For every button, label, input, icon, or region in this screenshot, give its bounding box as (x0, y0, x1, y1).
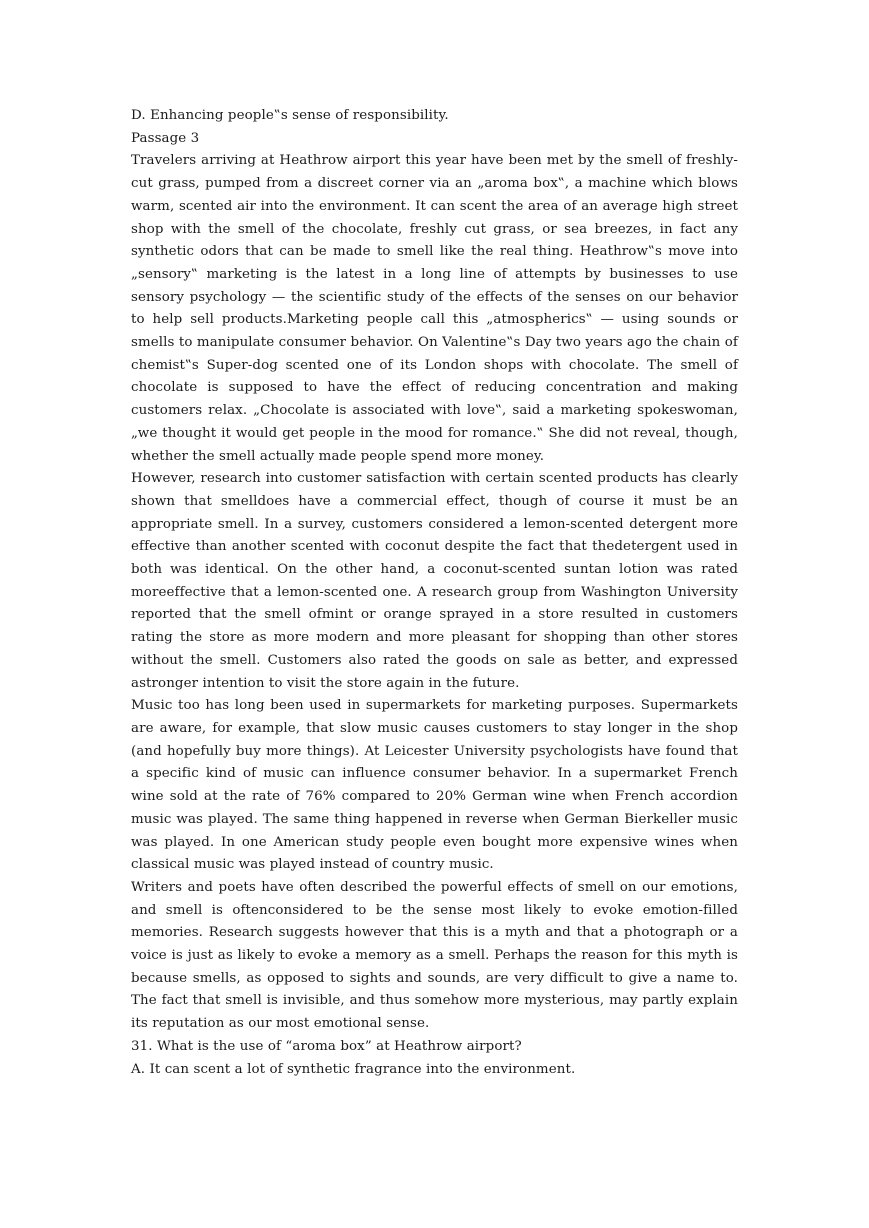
passage-paragraph-2: However, research into customer satisfaction with certain scented products has clearly shown that smelldoes have a commercial effect, though of course it must be an appropriate smell. In a survey, customers considered a lemon-scented detergent more effective than another scented with coconut despite the fact that thedetergent used in both was identical. On the other hand, a coconut-scented suntan lotion was rated moreeffective that a lemon-scented one. A research group from Washington University reported that the smell ofmint or orange sprayed in a store resulted in customers rating the store as more modern and more pleasant for shopping than other stores without the smell. Customers also rated the goods on sale as better, and expressed astronger intention to visit the store again in the future. (131, 471, 738, 691)
passage-paragraph-1: Travelers arriving at Heathrow airport this year have been met by the smell of freshly-cut grass, pumped from a discreet corner via an „aroma box‟, a machine which blows warm, scented air into the environment. It can scent the area of an average high street shop with the smell of the chocolate, freshly cut grass, or sea breezes, in fact any synthetic odors that can be made to smell like the real thing. Heathrow‟s move into „sensory‟ marketing is the latest in a long line of attempts by businesses to use sensory psychology — the scientific study of the effects of the senses on our behavior to help sell products.Marketing people call this „atmospherics‟ — using sounds or smells to manipulate consumer behavior. On Valentine‟s Day two years ago the chain of chemist‟s Super-dog scented one of its London shops with chocolate. The smell of chocolate is supposed to have the effect of reducing concentration and making customers relax. „Chocolate is associated with love‟, said a marketing spokeswoman, „we thought it would get people in the mood for romance.‟ She did not reveal, though, whether the smell actually made people spend more money. (131, 153, 738, 464)
document-body (131, 105, 738, 1081)
answer-option-d: D. Enhancing people‟s sense of responsibility. (131, 108, 449, 123)
answer-option-a: A. It can scent a lot of synthetic fragrance into the environment. (131, 1061, 576, 1077)
question-31: 31. What is the use of “aroma box” at Heathrow airport? (131, 1038, 522, 1054)
passage-paragraph-4: Writers and poets have often described the powerful effects of smell on our emotions, and smell is oftenconsidered to be the sense most likely to evoke emotion-filled memories. Research suggests however that this is a myth and that a photograph or a voice is just as likely to evoke a memory as a smell. Perhaps the reason for this myth is because smells, as opposed to sights and sounds, are very difficult to give a name to. The fact that smell is invisible, and thus somehow more mysterious, may partly explain its reputation as our most emotional sense. (131, 879, 738, 1032)
passage-title: Passage 3 (131, 130, 200, 146)
passage-paragraph-3: Music too has long been used in supermarkets for marketing purposes. Supermarkets are aware, for example, that slow music causes customers to stay longer in the shop (and hopefully buy more things). At Leicester University psychologists have found that a specific kind of music can influence consumer behavior. In a supermarket French wine sold at the rate of 76% compared to 20% German wine when French accordion music was played. The same thing happened in reverse when German Bierkeller music was played. In one American study people even bought more expensive wines when classical music was played instead of country music. (131, 698, 738, 873)
